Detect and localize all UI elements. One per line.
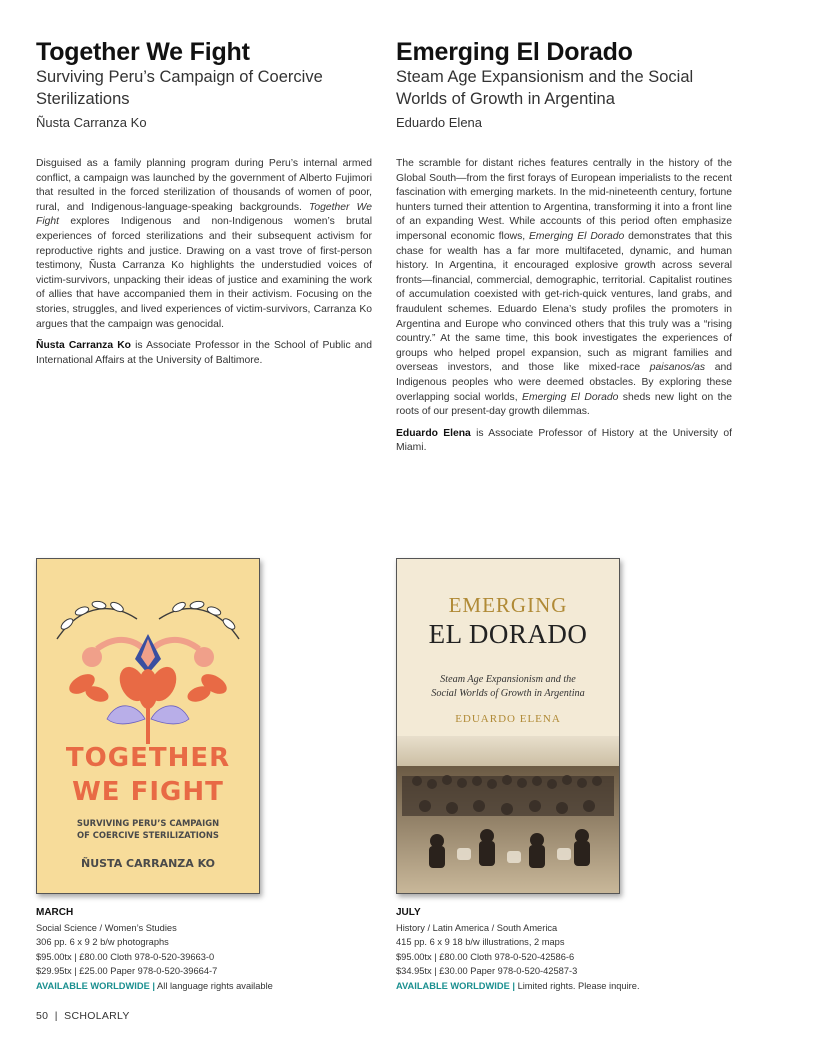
cover-1-subtitle-line1: SURVIVING PERU’S CAMPAIGN: [76, 818, 220, 828]
cover-1-title-line2: WE FIGHT: [72, 777, 224, 807]
book-1-cover: [36, 558, 260, 894]
book-2-subtitle: Steam Age Expansionism and the Social Worlds of Growth in Argentina: [396, 68, 694, 108]
cover-1-subtitle-line2: OF COERCIVE STERILIZATIONS: [77, 830, 219, 840]
book-2-header: [396, 38, 732, 130]
cover-2-title-main: EL DORADO: [428, 619, 588, 649]
book-1-bio-name: Ñusta Carranza Ko: [36, 340, 131, 352]
book-1-rights: AVAILABLE WORLDWIDE | All language rights available: [36, 980, 273, 991]
book-1-description-text: Disguised as a family planning program during Peru’s internal armed conflict, a campaign was launched by the government of Alberto Fujimori that resulted in the forced sterilization of thousands of women of poor, rural, and Indigenous-language-speaking backgrounds. Together We Fight explores Indigenous and non-Indigenous women’s brutal experiences of forced sterilizations and their subsequent activism for reproductive rights and justice. Drawing on a vast trove of first-person testimony, Ñusta Carranza Ko highlights the understudied voices of victim-survivors, unpacking their ideas of justice and examining the work of allies that have accompanied them in their activism. Focusing on the stories, struggles, and lived experiences of victim-survivors, Carranza Ko argues that the campaign was genocidal.: [36, 158, 372, 330]
cover-1-illustration: [37, 579, 259, 749]
book-2-availability: AVAILABLE WORLDWIDE |: [396, 980, 515, 991]
book-2-cover: [396, 558, 620, 894]
book-1-paper-price: $29.95tx | £25.00 Paper 978-0-520-39664-7: [36, 966, 218, 977]
book-2-month: JULY: [396, 907, 421, 918]
book-2-specs: 415 pp. 6 x 9 18 b/w illustrations, 2 maps: [396, 937, 565, 948]
cover-2-subtitle-line2: Social Worlds of Growth in Argentina: [431, 688, 585, 699]
book-1-bio: Ñusta Carranza Ko is Associate Professor in the School of Public and International Affairs at the University of Baltimore.: [36, 340, 372, 366]
cover-2-photo: [397, 736, 619, 894]
page-footer: 50 | SCHOLARLY: [36, 1010, 130, 1022]
book-1-subjects: Social Science / Women’s Studies: [36, 922, 177, 933]
cover-1-title-line1: TOGETHER: [65, 743, 231, 773]
book-1-meta: [36, 906, 366, 994]
book-2-author: Eduardo Elena: [396, 115, 483, 130]
book-1-description: [36, 157, 372, 375]
book-2-rights: AVAILABLE WORLDWIDE | Limited rights. Please inquire.: [396, 980, 640, 991]
cover-1-author: ÑUSTA CARRANZA KO: [81, 857, 215, 870]
book-1-subtitle: Surviving Peru’s Campaign of Coercive Sterilizations: [36, 68, 323, 108]
book-2-bio-name: Eduardo Elena: [396, 427, 471, 439]
book-1-author: Ñusta Carranza Ko: [36, 115, 147, 130]
book-1-cloth-price: $95.00tx | £80.00 Cloth 978-0-520-39663-0: [36, 951, 215, 962]
book-2-description-text: The scramble for distant riches features centrally in the history of the Global South—from the first forays of European imperialists to the recent fascination with emerging markets. In the mid-nineteenth century, fortune hunters turned their attention to Argentina, transforming it into a front line of an expanding West. While accounts of this period often emphasize impersonal economic flows, Emerging El Dorado demonstrates that this chase for wealth has a far more multifaceted, dynamic, and human history. In Argentina, it encouraged explosive growth across several fronts—financial, commercial, demographic, territorial. Capitalist routines of accumulation coexisted with get-rich-quick ventures, land grabs, and fraudulent schemes. Eduardo Elena’s study profiles the promoters in Argentina and Europe who convinced others that this truly was a “rising country.” At the same time, this book investigates the experiences of groups who helped propel expansion, such as migrant families and overseas investors, and those like mixed-race paisanos/as and Indigenous peoples who were deemed obstacles. By exploring these overlapping social worlds, Emerging El Dorado sheds new light on the roots of our present-day growth dilemmas.: [396, 158, 733, 418]
book-1-header: [36, 38, 372, 130]
cover-2-title-top: EMERGING: [448, 593, 568, 617]
cover-2-author: EDUARDO ELENA: [455, 713, 561, 725]
book-1-month: MARCH: [36, 907, 74, 918]
book-1-title: Together We Fight: [36, 38, 250, 66]
book-2-description: [396, 157, 732, 463]
book-2-paper-price: $34.95tx | £30.00 Paper 978-0-520-42587-3: [396, 966, 578, 977]
book-2-bio: Eduardo Elena is Associate Professor of History at the University of Miami.: [396, 427, 732, 454]
book-1-specs: 306 pp. 6 x 9 2 b/w photographs: [36, 937, 169, 948]
book-2-title: Emerging El Dorado: [396, 38, 633, 66]
book-2-meta: [396, 906, 726, 994]
cover-2-subtitle-line1: Steam Age Expansionism and the: [440, 674, 576, 685]
book-2-cloth-price: $95.00tx | £80.00 Cloth 978-0-520-42586-6: [396, 951, 575, 962]
book-1-availability: AVAILABLE WORLDWIDE |: [36, 980, 155, 991]
book-2-subjects: History / Latin America / South America: [396, 922, 558, 933]
